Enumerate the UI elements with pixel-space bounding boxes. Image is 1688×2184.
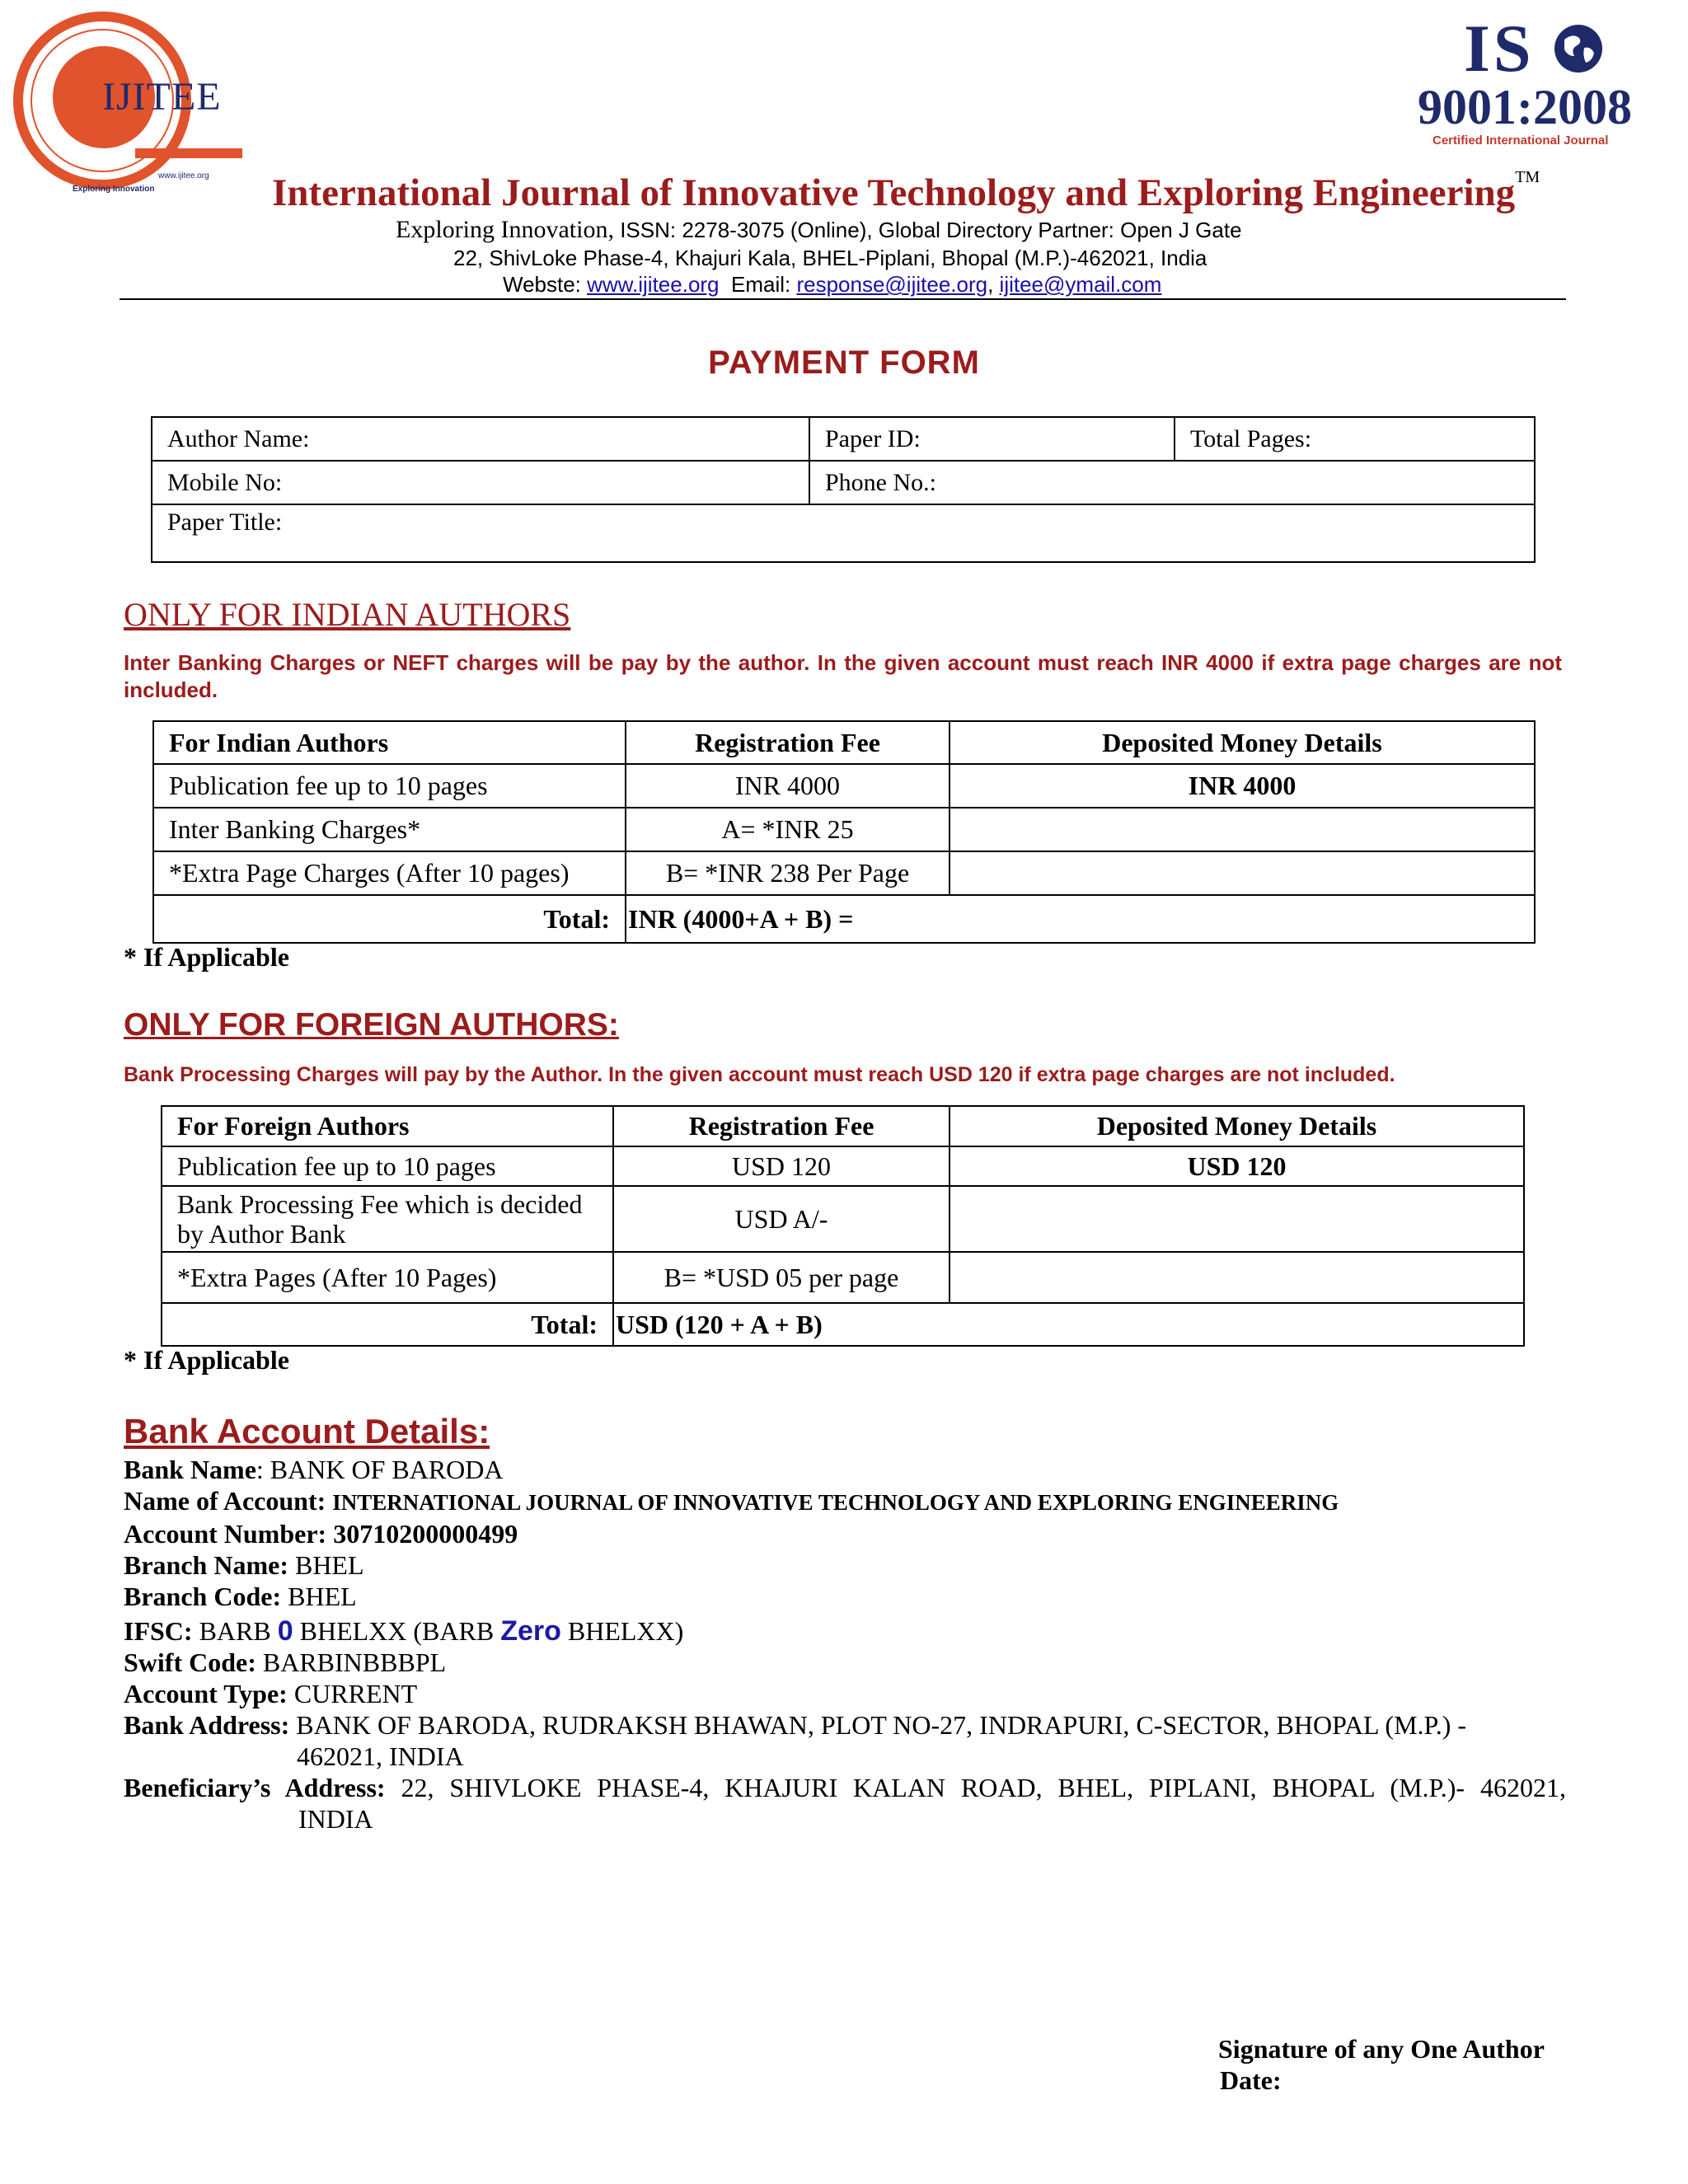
account-name-value: INTERNATIONAL JOURNAL OF INNOVATIVE TECHNOLOGY AND EXPLORING ENGINEERING	[332, 1490, 1339, 1515]
bank-name-label: Bank Name	[124, 1455, 256, 1484]
account-number-row	[124, 1518, 1566, 1549]
logo-tagline: Exploring Innovation	[73, 185, 155, 194]
foreign-row-1-label: Publication fee up to 10 pages	[162, 1146, 613, 1186]
indian-total-value[interactable]: INR (4000+A + B) =	[626, 895, 1535, 943]
indian-row-3-fee: B= *INR 238 Per Page	[626, 851, 950, 895]
indian-row-2-fee: A= *INR 25	[626, 808, 950, 851]
ifsc-zero-word: Zero	[500, 1615, 561, 1647]
foreign-total-label: Total:	[162, 1303, 613, 1346]
indian-col-header-3: Deposited Money Details	[950, 721, 1535, 764]
email-label: Email:	[719, 272, 797, 297]
foreign-footnote: * If Applicable	[124, 1345, 289, 1375]
tagline-text: Exploring Innovation,	[396, 216, 614, 243]
account-number-label: Account Number:	[124, 1519, 334, 1549]
paper-id-field[interactable]: Paper ID:	[809, 417, 1175, 461]
iso-word: IS	[1464, 11, 1535, 86]
foreign-col-header-1: For Foreign Authors	[162, 1106, 613, 1146]
foreign-total-value[interactable]: USD (120 + A + B)	[613, 1303, 1524, 1346]
beneficiary-row	[124, 1772, 1566, 1803]
indian-col-header-1: For Indian Authors	[153, 721, 626, 764]
branch-name-value: BHEL	[294, 1550, 364, 1580]
indian-heading: ONLY FOR INDIAN AUTHORS	[124, 596, 571, 633]
account-name-row	[124, 1485, 1566, 1518]
account-type-value: CURRENT	[293, 1679, 418, 1708]
foreign-col-header-3: Deposited Money Details	[950, 1106, 1524, 1146]
paper-title-field[interactable]: Paper Title:	[152, 504, 1535, 562]
author-name-field[interactable]: Author Name:	[152, 417, 809, 461]
beneficiary-row-2	[124, 1803, 1566, 1835]
swift-value: BARBINBBBPL	[262, 1647, 447, 1677]
bank-address-line-1: BANK OF BARODA, RUDRAKSH BHAWAN, PLOT NO-27, INDRAPURI, C-SECTOR, BHOPAL (M.P.) -	[296, 1710, 1467, 1740]
header-contact	[503, 272, 1161, 298]
indian-row-2-deposit[interactable]	[950, 808, 1535, 851]
phone-field[interactable]: Phone No.:	[809, 461, 1535, 504]
ifsc-part-b: BHELXX (BARB	[293, 1616, 501, 1646]
foreign-row-2-fee: USD A/-	[613, 1186, 950, 1252]
swift-row	[124, 1647, 1566, 1678]
email-separator: ,	[987, 272, 1000, 297]
indian-footnote: * If Applicable	[124, 942, 289, 972]
total-pages-field[interactable]: Total Pages:	[1175, 417, 1535, 461]
iso-caption: Certified International Journal	[1432, 134, 1609, 148]
beneficiary-label: Beneficiary’s Address:	[124, 1773, 401, 1802]
indian-row-3-deposit[interactable]	[950, 851, 1535, 895]
foreign-row-3-deposit[interactable]	[950, 1252, 1524, 1303]
indian-note: Inter Banking Charges or NEFT charges will be pay by the author. In the given account must reach INR 4000 if extra page charges are not included.	[124, 650, 1562, 702]
journal-title	[272, 168, 1540, 215]
header-divider	[120, 298, 1566, 300]
journal-title-text: International Journal of Innovative Technology and Exploring Engineering	[272, 171, 1516, 214]
branch-code-value: BHEL	[288, 1582, 357, 1611]
foreign-note: Bank Processing Charges will pay by the Author. In the given account must reach USD 120 if extra page charges are not included.	[124, 1063, 1395, 1086]
ifsc-zero: 0	[277, 1615, 293, 1647]
bank-address-row	[124, 1709, 1566, 1741]
signature-label: Signature of any One Author	[1218, 2034, 1545, 2064]
foreign-heading: ONLY FOR FOREIGN AUTHORS:	[124, 1007, 619, 1043]
bank-name-row	[124, 1454, 1566, 1485]
header-line-1	[396, 216, 1242, 244]
indian-row-1-deposit[interactable]: INR 4000	[950, 764, 1535, 808]
iso-badge	[1401, 11, 1665, 155]
foreign-row-1-fee: USD 120	[613, 1146, 950, 1186]
beneficiary-line-1: 22, SHIVLOKE PHASE-4, KHAJURI KALAN ROAD, BHEL, PIPLANI, BHOPAL (M.P.)- 462021,	[401, 1773, 1567, 1802]
website-label: Webste:	[503, 272, 588, 297]
branch-code-label: Branch Code:	[124, 1582, 288, 1611]
indian-fee-table	[152, 720, 1536, 944]
swift-label: Swift Code:	[124, 1647, 263, 1677]
mobile-field[interactable]: Mobile No:	[152, 461, 809, 504]
indian-col-header-2: Registration Fee	[626, 721, 950, 764]
account-number-value: 30710200000499	[333, 1519, 518, 1549]
iso-number: 9001:2008	[1418, 80, 1632, 134]
indian-row-2-label: Inter Banking Charges*	[153, 808, 626, 851]
branch-name-label: Branch Name:	[124, 1550, 295, 1580]
indian-row-1-fee: INR 4000	[626, 764, 950, 808]
logo-name: IJITEE	[102, 75, 222, 119]
indian-row-3-label: *Extra Page Charges (After 10 pages)	[153, 851, 626, 895]
logo-url: www.ijitee.org	[158, 171, 209, 180]
signature-date: Date:	[1220, 2065, 1282, 2095]
indian-total-label: Total:	[153, 895, 626, 943]
branch-name-row	[124, 1549, 1566, 1581]
issn-text: ISSN: 2278-3075 (Online), Global Directory Partner: Open J Gate	[613, 218, 1242, 242]
ifsc-part-c: BHELXX)	[560, 1616, 684, 1646]
website-link[interactable]: www.ijitee.org	[587, 272, 720, 297]
form-title: PAYMENT FORM	[708, 344, 980, 381]
globe-icon	[1553, 23, 1604, 74]
bank-address-row-2	[124, 1741, 1566, 1772]
ifsc-row	[124, 1615, 1566, 1647]
indian-row-1-label: Publication fee up to 10 pages	[153, 764, 626, 808]
branch-code-row	[124, 1581, 1566, 1612]
header-address: 22, ShivLoke Phase-4, Khajuri Kala, BHEL-Piplani, Bhopal (M.P.)-462021, India	[453, 246, 1207, 270]
author-info-table	[151, 416, 1536, 563]
account-type-row	[124, 1678, 1566, 1709]
foreign-row-3-label: *Extra Pages (After 10 Pages)	[162, 1252, 613, 1303]
account-type-label: Account Type:	[124, 1679, 294, 1708]
bank-name-value: : BANK OF BARODA	[256, 1455, 504, 1484]
foreign-row-2-label: Bank Processing Fee which is decided by Author Bank	[162, 1186, 613, 1252]
bank-details	[124, 1454, 1566, 1835]
foreign-row-2-deposit[interactable]	[950, 1186, 1524, 1252]
email-link-2[interactable]: ijitee@ymail.com	[999, 272, 1162, 297]
logo-ring-text	[0, 0, 1, 1]
bank-address-label: Bank Address:	[124, 1710, 297, 1740]
foreign-row-1-deposit[interactable]: USD 120	[950, 1146, 1524, 1186]
bank-address-line-2: 462021, INDIA	[297, 1741, 464, 1771]
ifsc-label: IFSC:	[124, 1616, 199, 1646]
beneficiary-line-2: INDIA	[298, 1804, 373, 1834]
email-link-1[interactable]: response@ijitee.org	[796, 272, 988, 297]
ifsc-part-a: BARB	[199, 1616, 278, 1646]
bank-heading: Bank Account Details:	[124, 1412, 490, 1451]
foreign-fee-table	[161, 1105, 1525, 1347]
account-name-label: Name of Account:	[124, 1486, 333, 1516]
foreign-row-3-fee: B= *USD 05 per page	[613, 1252, 950, 1303]
trademark: TM	[1515, 168, 1540, 186]
foreign-col-header-2: Registration Fee	[613, 1106, 950, 1146]
